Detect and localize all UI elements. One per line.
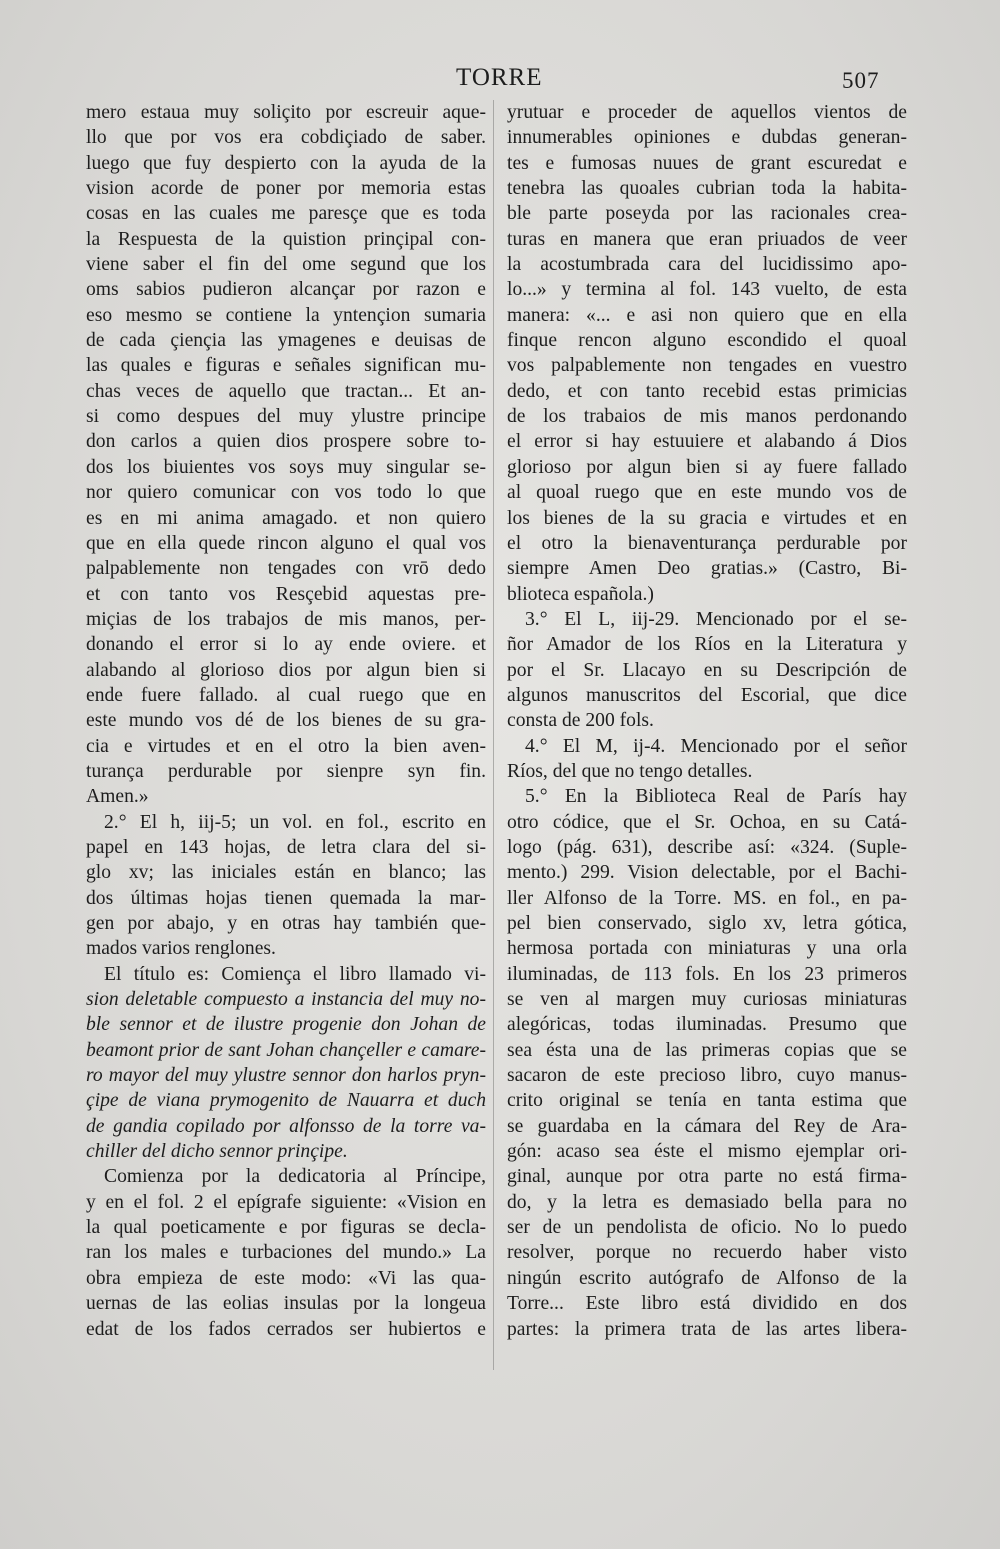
text-line: finque rencon alguno escondido el quoal <box>507 330 907 352</box>
text-line: de gandia copilado por alfonsso de la torre va- <box>86 1115 486 1137</box>
text-line: luego que fuy despierto con la ayuda de la <box>86 152 486 174</box>
text-line: yrutuar e proceder de aquellos vientos de <box>507 102 907 123</box>
text-line: alegóricas, todas iluminadas. Presumo que <box>507 1014 907 1036</box>
text-line: dos últimas hojas tienen quemada la mar- <box>86 887 486 909</box>
text-line: glorioso por algun bien si ay fuere fallado <box>507 456 907 478</box>
text-line: las quales e figuras e señales significan mu- <box>86 355 486 377</box>
text-line: algunos manuscritos del Escorial, que dice <box>507 684 907 706</box>
left-column <box>86 100 486 1342</box>
text-line: et con tanto vos Resçebid aquestas pre- <box>86 583 486 605</box>
text-line: la acostumbrada cara del lucidissimo apo- <box>507 254 907 276</box>
text-line: ran los males e turbaciones del mundo.» La <box>86 1242 486 1264</box>
text-line: manera: «... e asi non quiero que en ella <box>507 304 907 326</box>
text-line: dedo, et con tanto recebid estas primicias <box>507 380 907 402</box>
text-line: chas veces de aquello que tractan... Et an- <box>86 380 486 402</box>
text-line: hermosa portada con miniaturas y una orla <box>507 938 907 960</box>
text-line: consta de 200 fols. <box>507 710 654 732</box>
column-divider <box>493 100 494 1370</box>
text-line: eso mesmo se contiene la yntençion sumaria <box>86 304 486 326</box>
text-line: vos palpablemente non tengades en vuestro <box>507 355 907 377</box>
text-line: se ven al margen muy curiosas miniaturas <box>507 989 907 1011</box>
text-line: tes e fumosas nuues de grant escuredat e <box>507 152 907 174</box>
text-line: gón: acaso sea éste el mismo ejemplar ori- <box>507 1141 907 1163</box>
text-line: ble parte poseyda por las racionales crea- <box>507 203 907 225</box>
text-line: donando el error si lo ay ende oviere. et <box>86 634 486 656</box>
text-line: blioteca española.) <box>507 583 654 605</box>
text-line: dos los biuientes vos soys muy singular se- <box>86 456 486 478</box>
text-line: Ríos, del que no tengo detalles. <box>507 760 753 782</box>
text-line: este mundo vos dé de los bienes de su gra- <box>86 710 486 732</box>
text-line: obra empieza de este modo: «Vi las qua- <box>86 1267 486 1289</box>
text-line: se guardaba en la cámara del Rey de Ara- <box>507 1115 907 1137</box>
text-line: ble sennor et de ilustre progenie don Johan de <box>86 1014 486 1036</box>
text-line: mados varios renglones. <box>86 938 276 960</box>
text-line: logo (pág. 631), describe así: «324. (Suple- <box>507 836 907 858</box>
text-line: 4.° El M, ij-4. Mencionado por el señor <box>525 735 907 757</box>
running-title: TORRE <box>456 64 543 91</box>
text-line: los bienes de la su gracia e virtudes et en <box>507 507 907 529</box>
text-line: llo que por vos era cobdiçiado de saber. <box>86 127 486 149</box>
text-line: sacaron de este precioso libro, cuyo manus- <box>507 1065 907 1087</box>
text-line: 5.° En la Biblioteca Real de París hay <box>525 786 907 808</box>
text-line: el error si hay estuuiere et alabando á Dios <box>507 431 907 453</box>
text-line: Amen.» <box>86 786 149 808</box>
text-line: sion deletable compuesto a instancia del muy no- <box>86 989 486 1011</box>
text-line: El título es: Comiença el libro llamado vi- <box>104 963 486 985</box>
text-line: de los trabaios de mis manos perdonando <box>507 406 907 428</box>
text-line: alabando al glorioso dios por algun bien si <box>86 659 486 681</box>
text-line: 2.° El h, iij-5; un vol. en fol., escrito en <box>104 811 486 833</box>
text-line: y en el fol. 2 el epígrafe siguiente: «Vision en <box>86 1191 486 1213</box>
text-line: sea ésta una de las primeras copias que se <box>507 1039 907 1061</box>
text-line: crito original se tenía en tanta estima que <box>507 1090 907 1112</box>
text-line: 3.° El L, iij-29. Mencionado por el se- <box>525 608 907 630</box>
text-line: cia e virtudes et en el otro la bien aven- <box>86 735 486 757</box>
page-number: 507 <box>842 68 880 93</box>
text-line: la Respuesta de la quistion prinçipal con- <box>86 228 486 250</box>
text-line: mero estaua muy soliçito por escreuir aque- <box>86 102 486 123</box>
text-line: turas en manera que eran priuados de veer <box>507 228 907 250</box>
text-line: siempre Amen Deo gratias.» (Castro, Bi- <box>507 558 907 580</box>
text-line: Torre... Este libro está dividido en dos <box>507 1293 907 1315</box>
text-line: ende fuere fallado. al cual ruego que en <box>86 684 486 706</box>
text-line: ller Alfonso de la Torre. MS. en fol., en pa- <box>507 887 907 909</box>
text-line: la qual poeticamente e por figuras se decla- <box>86 1217 486 1239</box>
text-line: çipe de viana prymogenito de Nauarra et duch <box>86 1090 486 1112</box>
text-line: es en mi anima amagado. et non quiero <box>86 507 486 529</box>
text-line: viene saber el fin del ome segund que los <box>86 254 486 276</box>
text-line: ginal, aunque por otra parte no está firma- <box>507 1166 907 1188</box>
text-line: el otro la bienaventurança perdurable por <box>507 532 907 554</box>
text-line: pel bien conservado, siglo xv, letra gótica, <box>507 913 907 934</box>
text-line: glo xv; las iniciales están en blanco; las <box>86 862 486 884</box>
text-line: do, y la letra es demasiado bella para no <box>507 1191 907 1213</box>
right-column <box>507 100 907 1342</box>
text-line: ningún escrito autógrafo de Alfonso de la <box>507 1267 907 1289</box>
text-line: al quoal ruego que en este mundo vos de <box>507 482 907 504</box>
text-line: don carlos a quien dios prospere sobre to- <box>86 431 486 453</box>
text-line: innumerables opiniones e dubdas generan- <box>507 127 907 149</box>
text-line: iluminadas, de 113 fols. En los 23 primeros <box>507 963 907 985</box>
text-line: vision acorde de poner por memoria estas <box>86 178 486 200</box>
text-line: uernas de las eolias insulas por la longeua <box>86 1293 486 1315</box>
text-line: otro códice, que el Sr. Ochoa, en su Catá- <box>507 811 907 833</box>
text-line: beamont prior de sant Johan chançeller e camare- <box>86 1039 486 1061</box>
text-line: por el Sr. Llacayo en su Descripción de <box>507 659 907 681</box>
text-line: oms sabios pudieron alcançar por razon e <box>86 279 486 301</box>
text-line: lo...» y termina al fol. 143 vuelto, de esta <box>507 279 907 301</box>
text-line: mento.) 299. Vision delectable, por el Bachi- <box>507 862 907 884</box>
text-line: miçias de los trabajos de mis manos, per- <box>86 608 486 630</box>
text-line: de cada çiençia las ymagenes e deuisas de <box>86 330 486 352</box>
text-line: partes: la primera trata de las artes libera- <box>507 1318 907 1340</box>
text-line: turança perdurable por sienpre syn fin. <box>86 760 486 782</box>
running-header <box>0 64 1000 104</box>
text-line: si como despues del muy ylustre principe <box>86 406 486 428</box>
text-line: que en ella quede rincon alguno el qual vos <box>86 532 486 554</box>
text-line: chiller del dicho sennor prinçipe. <box>86 1141 348 1163</box>
text-line: resolver, porque no recuerdo haber visto <box>507 1242 907 1264</box>
text-line: ñor Amador de los Ríos en la Literatura y <box>507 634 907 656</box>
text-line: palpablemente non tengades con vrō dedo <box>86 558 486 580</box>
text-line: Comienza por la dedicatoria al Príncipe, <box>104 1166 486 1188</box>
text-line: ro mayor del muy ylustre sennor don harlos pryn- <box>86 1065 486 1087</box>
text-line: cosas en las cuales me paresçe que es toda <box>86 203 486 225</box>
text-line: ser de un pendolista de oficio. No lo puedo <box>507 1217 907 1239</box>
text-line: gen por abajo, y en otras hay también que- <box>86 913 486 934</box>
text-line: edat de los fados cerrados ser hubiertos e <box>86 1318 486 1340</box>
text-line: tenebra las quoales cubrian toda la habita- <box>507 178 907 200</box>
text-line: papel en 143 hojas, de letra clara del si- <box>86 836 486 858</box>
text-line: nor quiero comunicar con vos todo lo que <box>86 482 486 504</box>
